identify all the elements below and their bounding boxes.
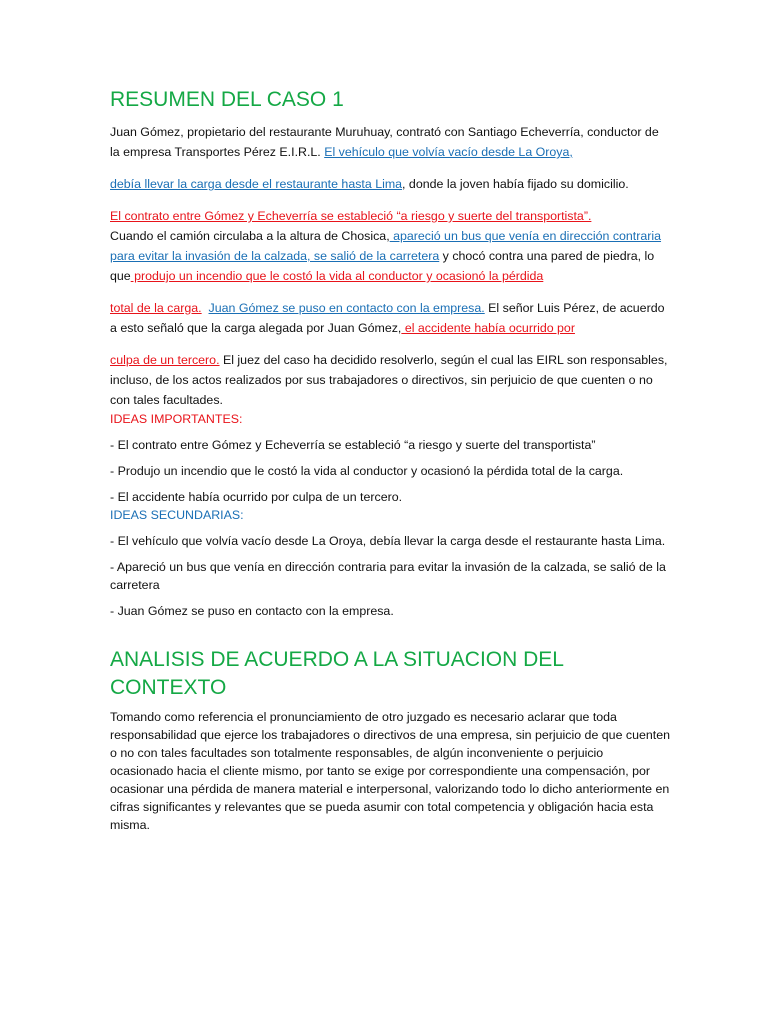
paragraph-4 (110, 298, 670, 338)
p1-text: Juan Gómez, propietario del restaurante Muruhuay, contrató con Santiago Echeverría, conductor de la empresa Transportes Pérez E.I.R.L. (110, 125, 659, 159)
p3-text-b: y chocó contra una pared de piedra, lo que (110, 249, 655, 283)
p4-underlined-blue: Juan Gómez se puso en contacto con la empresa. (208, 301, 485, 315)
analysis-paragraph: Tomando como referencia el pronunciamiento de otro juzgado es necesario aclarar que toda responsabilidad que ejerce los trabajadores o directivos de una empresa, sin perjuicio de que cuenten o no con tales facultades son totalmente responsables, de algún inconveniente o perjuicio ocasionado hacia el cliente mismo, por tanto se exige por correspondiente una compensación, por ocasionar una pérdida de manera material e interpersonal, valorizando todo lo dicho anteriormente en cifras significantes y relevantes que se pueda asumir con total competencia y obligación hacia esta misma. (110, 710, 670, 832)
p4-text: El señor Luis Pérez, de acuerdo a esto señaló que la carga alegada por Juan Gómez, (110, 301, 665, 335)
p3-underlined-blue: apareció un bus que venía en dirección contraria para evitar la invasión de la calzada, se salió de la carretera (110, 229, 662, 263)
ideas-secundarias-label: IDEAS SECUNDARIAS: (110, 508, 244, 522)
p5-text: El juez del caso ha decidido resolverlo, según el cual las EIRL son responsables, incluso, de los actos realizados por sus trabajadores o directivos, sin perjuicio de que cuenten o no con tales facultades. (110, 353, 668, 407)
ideas-secundarias-item: - El vehículo que volvía vacío desde La Oroya, debía llevar la carga desde el restaurante hasta Lima. (110, 534, 666, 548)
paragraph-3 (110, 206, 670, 286)
section-title-resumen: RESUMEN DEL CASO 1 (110, 88, 344, 111)
paragraph-5 (110, 350, 670, 410)
ideas-secundarias-item: - Apareció un bus que venía en dirección contraria para evitar la invasión de la calzada, se salió de la carretera (110, 560, 666, 592)
p3-underlined-red: El contrato entre Gómez y Echeverría se estableció “a riesgo y suerte del transportista”. (110, 209, 592, 223)
section-title-analisis: ANALISIS DE ACUERDO A LA SITUACION DEL CONTEXTO (110, 648, 564, 699)
p1-underlined-blue: El vehículo que volvía vacío desde La Oroya, (324, 145, 573, 159)
ideas-secundarias-item: - Juan Gómez se puso en contacto con la empresa. (110, 604, 394, 618)
ideas-importantes-item: - El accidente había ocurrido por culpa de un tercero. (110, 490, 403, 504)
p3-underlined-red-2: produjo un incendio que le costó la vida al conductor y ocasionó la pérdida (130, 269, 544, 283)
ideas-importantes-label: IDEAS IMPORTANTES: (110, 412, 243, 426)
p4-underlined-red: total de la carga. (110, 301, 202, 315)
p2-underlined-blue: debía llevar la carga desde el restaurante hasta Lima (110, 177, 403, 191)
paragraph-1 (110, 122, 670, 162)
ideas-importantes-item: - Produjo un incendio que le costó la vida al conductor y ocasionó la pérdida total de la carga. (110, 464, 624, 478)
p4-underlined-red-2: el accidente había ocurrido por (401, 321, 575, 335)
paragraph-2 (110, 174, 670, 194)
p2-text: , donde la joven había fijado su domicilio. (402, 177, 629, 191)
ideas-importantes-item: - El contrato entre Gómez y Echeverría se estableció “a riesgo y suerte del transportista” (110, 438, 596, 452)
p5-underlined-red: culpa de un tercero. (110, 353, 220, 367)
p3-text-a: Cuando el camión circulaba a la altura de Chosica, (110, 229, 390, 243)
